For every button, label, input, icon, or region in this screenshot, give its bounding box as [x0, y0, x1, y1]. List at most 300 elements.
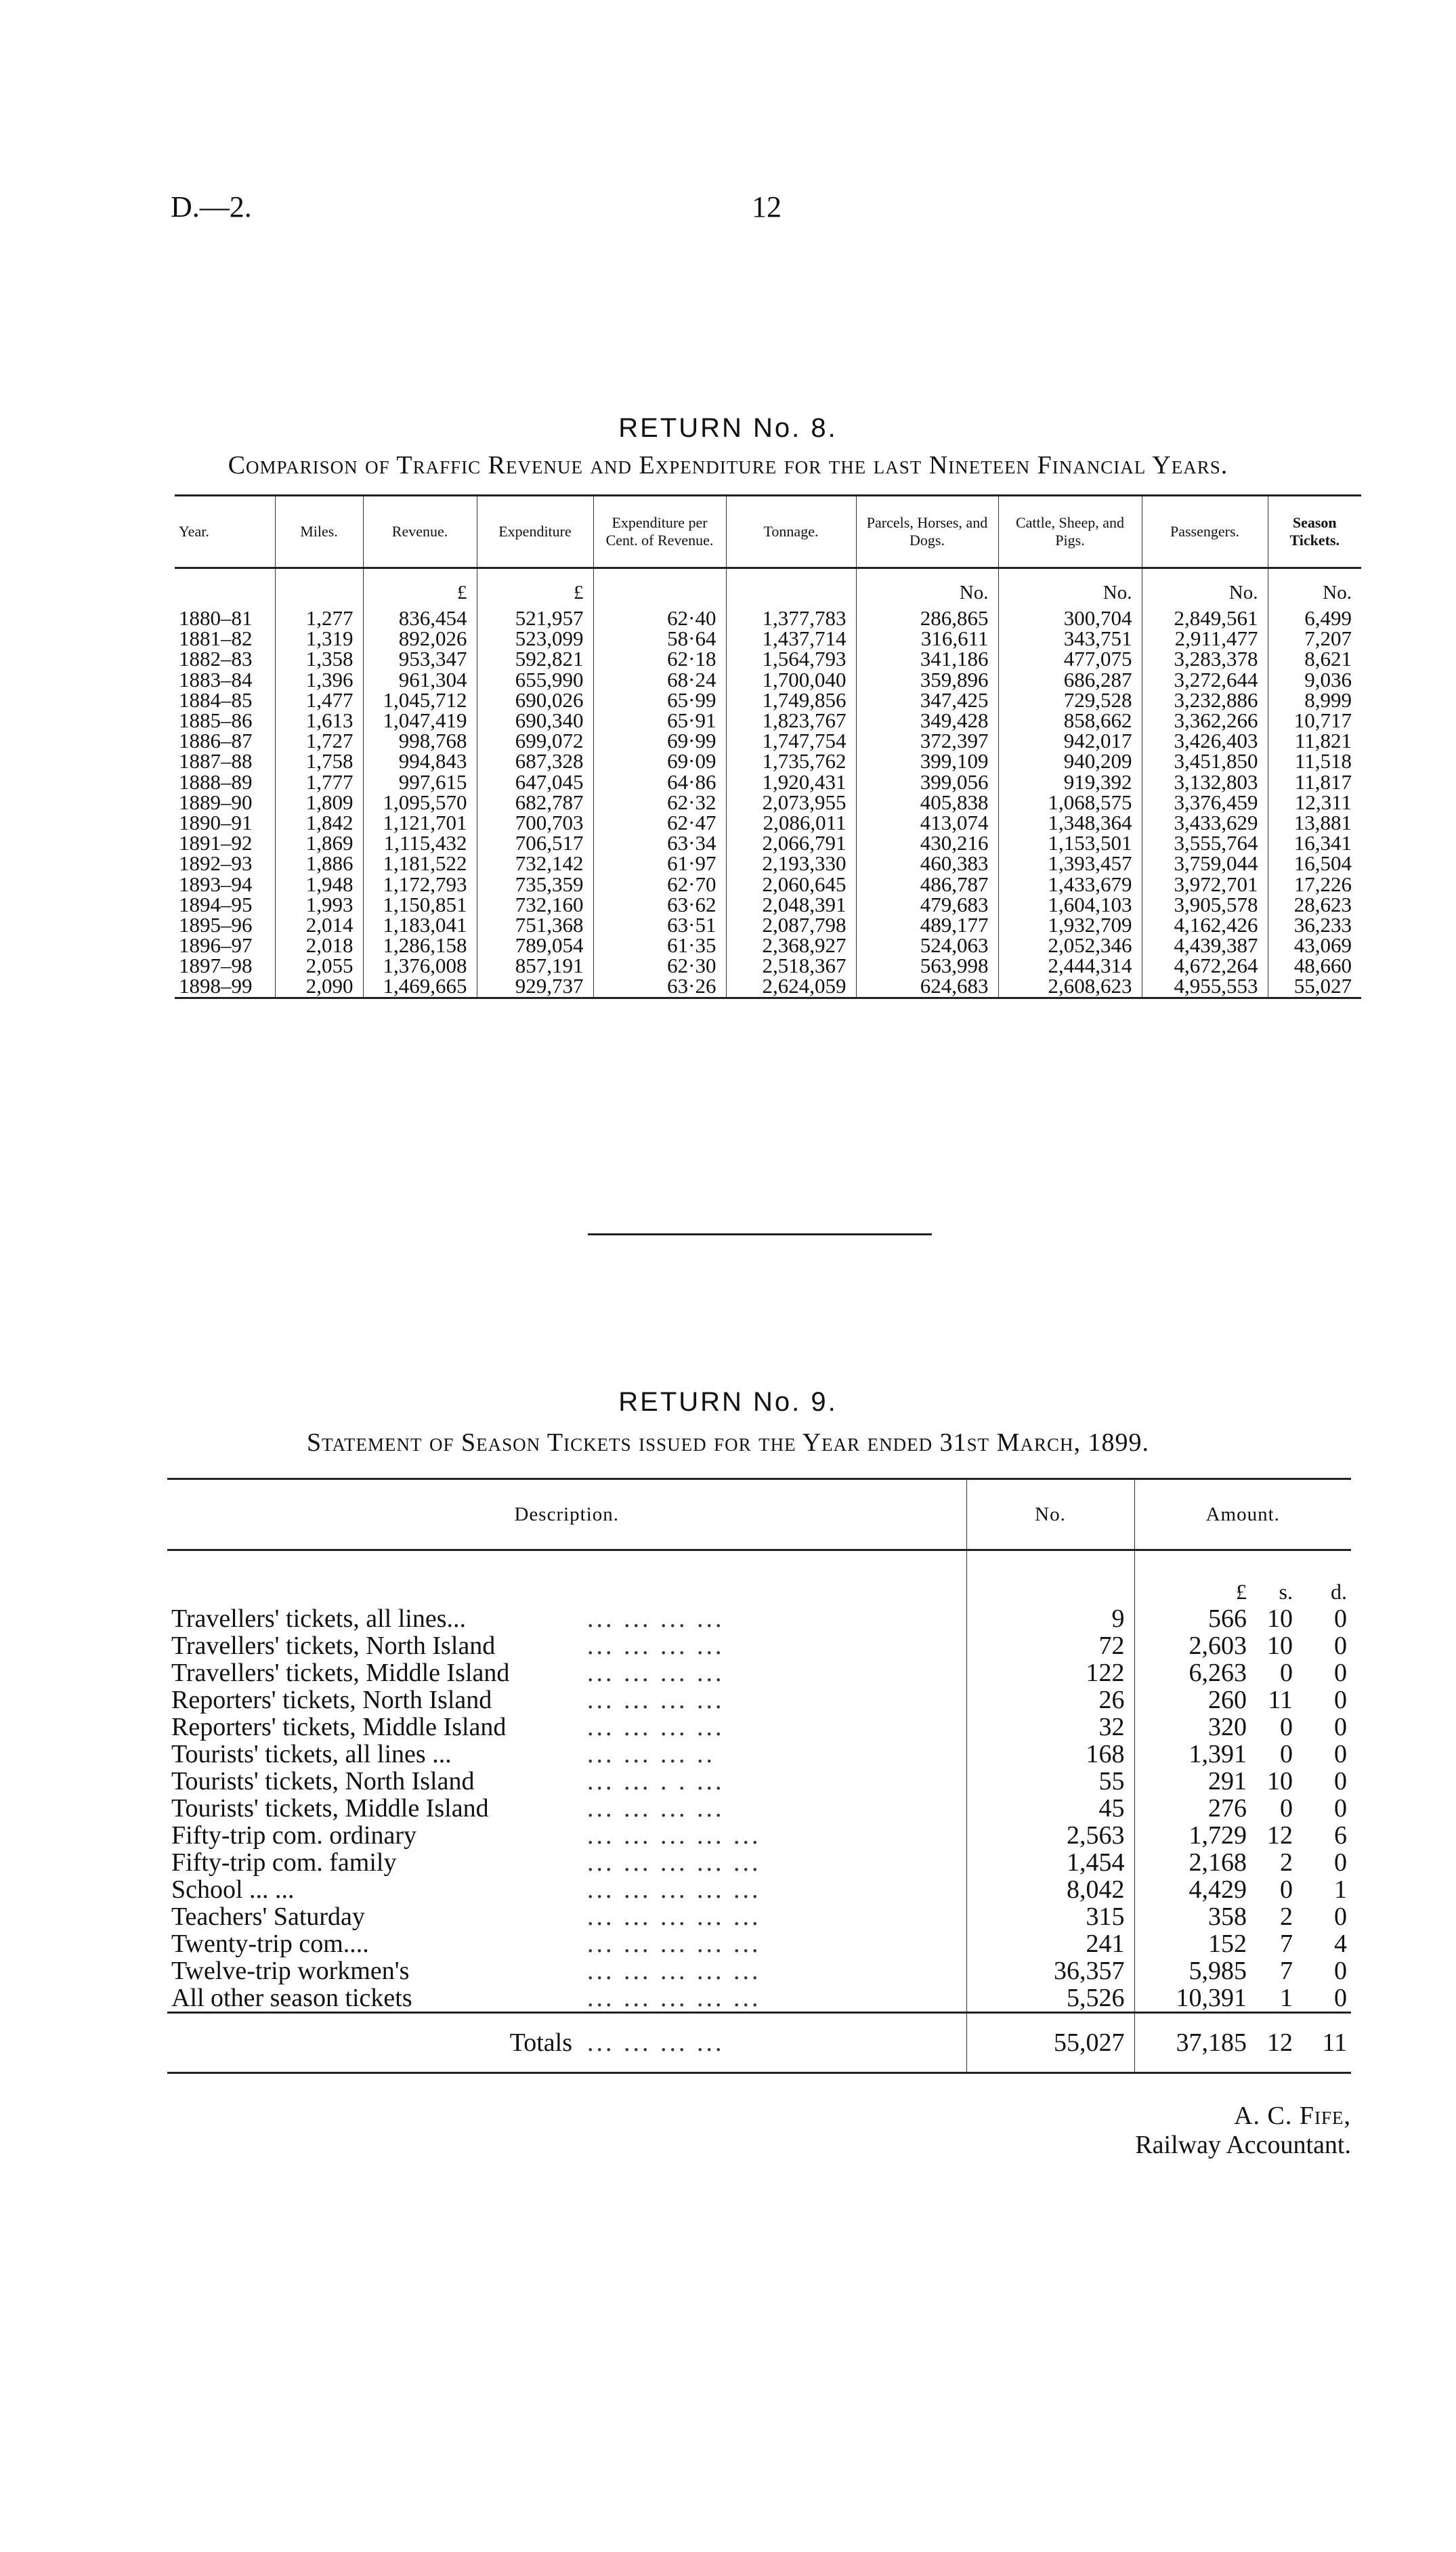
r8-cell: 69·99	[593, 731, 726, 751]
row-pence: 0	[1334, 1794, 1348, 1823]
r8-cell: 1889–90	[175, 792, 275, 813]
r8-cell: 1880–81	[175, 608, 275, 629]
r8-cell: 62·70	[593, 874, 726, 894]
row-pounds: 1,729	[1189, 1821, 1247, 1850]
r8-cell: 1,277	[275, 608, 363, 629]
row-description: Fifty-trip com. ordinary	[171, 1822, 416, 1849]
table-row	[175, 874, 1361, 894]
r8-cell: 10,717	[1293, 708, 1352, 733]
r8-cell: 405,838	[856, 792, 998, 813]
r8-cell: 732,160	[477, 895, 593, 915]
r8-cell: 62·32	[593, 792, 726, 813]
table-row	[175, 853, 1361, 874]
row-pence: 0	[1334, 1848, 1348, 1877]
totals-pounds: 37,185	[1134, 2013, 1249, 2073]
row-leader-dots: ... ... ... ... ...	[587, 1822, 966, 1849]
r8-cell: 2,608,623	[998, 976, 1142, 998]
table-row	[175, 813, 1361, 833]
table-row	[175, 629, 1361, 649]
table-row	[175, 710, 1361, 731]
row-pence: 0	[1334, 1902, 1348, 1931]
table-row	[175, 649, 1361, 669]
row-leader-dots: ... ... ... ... ...	[587, 1903, 966, 1930]
r8-cell: 1,727	[275, 731, 363, 751]
row-leader-dots: ... ... ... ... ...	[587, 1930, 966, 1957]
r8-cell: 1882–83	[175, 649, 275, 669]
row-shillings: 0	[1280, 1794, 1293, 1823]
row-description: Teachers' Saturday	[171, 1903, 365, 1930]
r8-cell: 1,153,501	[998, 833, 1142, 853]
r8-cell: 1,319	[275, 629, 363, 649]
table-row	[175, 772, 1361, 792]
r8-cell: 8,999	[1304, 687, 1352, 712]
table-row	[167, 1659, 1351, 1686]
table-row	[175, 670, 1361, 690]
return8-subtitle: Comparison of Traffic Revenue and Expenditure for the last Nineteen Financial Years.	[228, 451, 1228, 480]
row-number: 72	[966, 1632, 1134, 1659]
r8-cell: 399,056	[856, 772, 998, 792]
r8-cell: 1,869	[275, 833, 363, 853]
r8-cell: 65·91	[593, 710, 726, 731]
r8-cell: 994,843	[363, 751, 477, 771]
row-number: 26	[966, 1686, 1134, 1714]
signature-name: A. C. Fife,	[1234, 2102, 1351, 2130]
unit-pounds: £	[1236, 1579, 1247, 1604]
r8-cell: 1885–86	[175, 710, 275, 731]
r8-cell: 1,396	[275, 670, 363, 690]
r8-cell: 43,069	[1293, 933, 1352, 958]
unit-shillings: s.	[1279, 1579, 1293, 1604]
r8-cell: 8,621	[1304, 647, 1352, 671]
r8-cell: 62·40	[593, 608, 726, 629]
return9-header-row	[167, 1479, 1351, 1550]
table-row	[167, 1741, 1351, 1768]
r8-cell: 343,751	[998, 629, 1142, 649]
r8-cell: 1,777	[275, 772, 363, 792]
totals-label: Totals	[167, 2013, 587, 2073]
row-leader-dots: ... ... ... ...	[587, 1605, 966, 1632]
r8-cell: 7,207	[1304, 626, 1352, 651]
r8-cell: 3,362,266	[1142, 710, 1268, 731]
r8-cell: 1894–95	[175, 895, 275, 915]
row-pence: 0	[1334, 1686, 1348, 1714]
row-leader-dots: ... ... ... ...	[587, 1632, 966, 1659]
r8-cell: 3,283,378	[1142, 649, 1268, 669]
return9-title: RETURN No. 9.	[618, 1387, 838, 1417]
r8-cell: 2,624,059	[726, 976, 856, 998]
r8-cell: 1,613	[275, 710, 363, 731]
row-number: 36,357	[966, 1957, 1134, 1984]
table-row	[175, 608, 1361, 629]
row-pence: 0	[1334, 1984, 1348, 2012]
table-row	[167, 1822, 1351, 1849]
row-shillings: 10	[1267, 1632, 1293, 1660]
row-number: 55	[966, 1768, 1134, 1795]
r8-cell: 1883–84	[175, 670, 275, 690]
r8-cell: 479,683	[856, 895, 998, 915]
row-number: 241	[966, 1930, 1134, 1957]
row-description: Tourists' tickets, North Island	[171, 1768, 475, 1795]
r8-cell: 953,347	[363, 649, 477, 669]
r8-cell: 3,972,701	[1142, 874, 1268, 894]
r8-cell: 1,358	[275, 649, 363, 669]
r8-unit	[726, 568, 856, 603]
row-shillings: 10	[1267, 1604, 1293, 1633]
r8-cell: 2,066,791	[726, 833, 856, 853]
r8-cell: 1,181,522	[363, 853, 477, 874]
r8-cell: 2,018	[275, 935, 363, 956]
r8-cell: 1,121,701	[363, 813, 477, 833]
row-leader-dots: ... ... . . ...	[587, 1768, 966, 1795]
row-leader-dots: ... ... ... ... ...	[587, 1957, 966, 1984]
r8-cell: 1,749,856	[726, 690, 856, 710]
r8-cell: 1891–92	[175, 833, 275, 853]
r8-cell: 28,623	[1293, 892, 1352, 916]
row-pounds: 276	[1208, 1794, 1247, 1823]
r8-cell: 1,920,431	[726, 772, 856, 792]
r8-cell: 300,704	[998, 608, 1142, 629]
row-shillings: 7	[1280, 1930, 1293, 1958]
header-description: Description.	[167, 1479, 966, 1550]
r8-cell: 489,177	[856, 915, 998, 935]
r8-cell: 3,555,764	[1142, 833, 1268, 853]
r8-cell: 486,787	[856, 874, 998, 894]
page-ref: D.—2.	[171, 190, 252, 224]
totals-shillings: 12	[1249, 2013, 1297, 2073]
r8-cell: 3,451,850	[1142, 751, 1268, 771]
r8-cell: 1887–88	[175, 751, 275, 771]
r8-cell: 521,957	[477, 608, 593, 629]
header-no: No.	[966, 1479, 1134, 1550]
row-shillings: 7	[1280, 1957, 1293, 1985]
row-number: 315	[966, 1903, 1134, 1930]
row-shillings: 0	[1280, 1740, 1293, 1768]
row-pence: 4	[1334, 1930, 1348, 1958]
row-pence: 0	[1334, 1957, 1348, 1985]
r8-unit	[275, 568, 363, 603]
r8-cell: 2,048,391	[726, 895, 856, 915]
r8-cell: 706,517	[477, 833, 593, 853]
row-number: 122	[966, 1659, 1134, 1686]
row-shillings: 0	[1280, 1659, 1293, 1687]
return9-subtitle: Statement of Season Tickets issued for the Year ended 31st March, 1899.	[307, 1428, 1149, 1457]
r8-cell: 700,703	[477, 813, 593, 833]
r8-cell: 699,072	[477, 731, 593, 751]
r8-cell: 1,095,570	[363, 792, 477, 813]
table-row	[167, 1957, 1351, 1984]
row-description: School ... ...	[171, 1876, 295, 1903]
r8-cell: 2,086,011	[726, 813, 856, 833]
r8-cell: 1890–91	[175, 813, 275, 833]
r8-unit: No.	[856, 568, 998, 603]
r8-cell: 58·64	[593, 629, 726, 649]
table-row	[175, 690, 1361, 710]
row-shillings: 2	[1280, 1902, 1293, 1931]
r8-cell: 11,821	[1294, 729, 1352, 753]
r8-cell: 858,662	[998, 710, 1142, 731]
totals-row	[167, 2013, 1351, 2073]
table-row	[167, 1632, 1351, 1659]
row-pounds: 6,263	[1189, 1659, 1247, 1687]
row-number: 32	[966, 1714, 1134, 1741]
r8-cell: 1,348,364	[998, 813, 1142, 833]
table-row	[167, 1795, 1351, 1822]
r8-cell: 3,759,044	[1142, 853, 1268, 874]
r8-cell: 62·47	[593, 813, 726, 833]
row-description: Twenty-trip com....	[171, 1930, 369, 1957]
r8-col-header: Season Tickets.	[1268, 496, 1361, 568]
r8-cell: 563,998	[856, 956, 998, 976]
row-number: 1,454	[966, 1849, 1134, 1876]
r8-cell: 1,747,754	[726, 731, 856, 751]
row-pence: 0	[1334, 1713, 1348, 1741]
table-row	[167, 1849, 1351, 1876]
row-shillings: 11	[1268, 1686, 1293, 1714]
r8-cell: 3,272,644	[1142, 670, 1268, 690]
table-row	[175, 915, 1361, 935]
r8-cell: 647,045	[477, 772, 593, 792]
r8-cell: 413,074	[856, 813, 998, 833]
r8-cell: 1,564,793	[726, 649, 856, 669]
r8-cell: 1,993	[275, 895, 363, 915]
r8-cell: 3,433,629	[1142, 813, 1268, 833]
r8-cell: 1,045,712	[363, 690, 477, 710]
table-row	[167, 1686, 1351, 1714]
r8-unit	[593, 568, 726, 603]
r8-cell: 460,383	[856, 853, 998, 874]
row-pounds: 152	[1208, 1930, 1247, 1958]
r8-cell: 1892–93	[175, 853, 275, 874]
return8-table	[175, 494, 1361, 1000]
row-leader-dots: ... ... ... ... ...	[587, 1849, 966, 1876]
row-number: 5,526	[966, 1984, 1134, 2013]
r8-cell: 1,376,008	[363, 956, 477, 976]
unit-pence: d.	[1331, 1579, 1348, 1604]
r8-cell: 68·24	[593, 670, 726, 690]
row-pounds: 2,603	[1189, 1632, 1247, 1660]
row-pounds: 260	[1208, 1686, 1247, 1714]
r8-cell: 36,233	[1293, 912, 1352, 937]
r8-cell: 1896–97	[175, 935, 275, 956]
r8-unit: £	[363, 568, 477, 603]
r8-cell: 62·18	[593, 649, 726, 669]
r8-cell: 690,340	[477, 710, 593, 731]
r8-unit	[175, 568, 275, 603]
row-pence: 0	[1334, 1740, 1348, 1768]
row-shillings: 0	[1280, 1875, 1293, 1904]
r8-cell: 687,328	[477, 751, 593, 771]
r8-cell: 997,615	[363, 772, 477, 792]
r8-cell: 2,052,346	[998, 935, 1142, 956]
r8-cell: 16,504	[1293, 851, 1352, 876]
r8-unit: No.	[998, 568, 1142, 603]
r8-cell: 3,426,403	[1142, 731, 1268, 751]
row-pence: 0	[1334, 1659, 1348, 1687]
r8-cell: 62·30	[593, 956, 726, 976]
row-description: Tourists' tickets, all lines ...	[171, 1741, 452, 1768]
r8-cell: 430,216	[856, 833, 998, 853]
r8-cell: 961,304	[363, 670, 477, 690]
r8-cell: 751,368	[477, 915, 593, 935]
row-pence: 0	[1334, 1632, 1348, 1660]
r8-cell: 63·34	[593, 833, 726, 853]
r8-cell: 1,433,679	[998, 874, 1142, 894]
r8-cell: 2,087,798	[726, 915, 856, 935]
row-description: Travellers' tickets, all lines...	[171, 1605, 466, 1632]
r8-cell: 942,017	[998, 731, 1142, 751]
r8-unit: No.	[1142, 568, 1268, 603]
r8-unit: £	[477, 568, 593, 603]
r8-cell: 1884–85	[175, 690, 275, 710]
row-shillings: 1	[1280, 1984, 1293, 2012]
r8-cell: 1,735,762	[726, 751, 856, 771]
r8-cell: 682,787	[477, 792, 593, 813]
r8-cell: 286,865	[856, 608, 998, 629]
r8-cell: 64·86	[593, 772, 726, 792]
r8-cell: 1,068,575	[998, 792, 1142, 813]
row-leader-dots: ... ... ... ...	[587, 1714, 966, 1741]
r8-unit: No.	[1323, 582, 1352, 603]
r8-cell: 2,518,367	[726, 956, 856, 976]
r8-cell: 1,886	[275, 853, 363, 874]
r8-cell: 592,821	[477, 649, 593, 669]
row-pounds: 291	[1208, 1767, 1247, 1795]
r8-cell: 735,359	[477, 874, 593, 894]
r8-cell: 1,823,767	[726, 710, 856, 731]
r8-cell: 1,437,714	[726, 629, 856, 649]
r8-cell: 359,896	[856, 670, 998, 690]
r8-cell: 11,817	[1294, 769, 1352, 794]
r8-cell: 2,073,955	[726, 792, 856, 813]
r8-cell: 16,341	[1293, 831, 1352, 855]
r8-cell: 1,842	[275, 813, 363, 833]
row-number: 2,563	[966, 1822, 1134, 1849]
units-row	[167, 1550, 1351, 1606]
r8-cell: 6,499	[1304, 606, 1352, 631]
table-row	[175, 976, 1361, 998]
return8-title: RETURN No. 8.	[618, 413, 838, 443]
r8-cell: 1,286,158	[363, 935, 477, 956]
row-shillings: 2	[1280, 1848, 1293, 1877]
row-description: Reporters' tickets, North Island	[171, 1686, 492, 1714]
r8-cell: 4,672,264	[1142, 956, 1268, 976]
row-number: 8,042	[966, 1876, 1134, 1903]
r8-cell: 686,287	[998, 670, 1142, 690]
r8-cell: 63·26	[593, 976, 726, 998]
r8-cell: 3,376,459	[1142, 792, 1268, 813]
r8-cell: 65·99	[593, 690, 726, 710]
r8-cell: 919,392	[998, 772, 1142, 792]
r8-cell: 4,162,426	[1142, 915, 1268, 935]
row-description: Twelve-trip workmen's	[171, 1957, 410, 1984]
r8-cell: 477,075	[998, 649, 1142, 669]
row-number: 45	[966, 1795, 1134, 1822]
r8-cell: 399,109	[856, 751, 998, 771]
row-pounds: 566	[1208, 1604, 1247, 1633]
r8-cell: 655,990	[477, 670, 593, 690]
row-description: Tourists' tickets, Middle Island	[171, 1795, 489, 1822]
r8-cell: 940,209	[998, 751, 1142, 771]
row-shillings: 10	[1267, 1767, 1293, 1795]
totals-pence: 11	[1297, 2013, 1351, 2073]
r8-cell: 789,054	[477, 935, 593, 956]
table-row	[175, 792, 1361, 813]
table-row	[167, 1605, 1351, 1632]
r8-cell: 2,368,927	[726, 935, 856, 956]
r8-cell: 998,768	[363, 731, 477, 751]
row-leader-dots: ... ... ... ...	[587, 1659, 966, 1686]
r8-cell: 2,444,314	[998, 956, 1142, 976]
table-row	[167, 1714, 1351, 1741]
r8-cell: 372,397	[856, 731, 998, 751]
r8-cell: 69·09	[593, 751, 726, 771]
r8-col-header: Year.	[175, 496, 275, 568]
r8-cell: 9,036	[1304, 667, 1352, 692]
r8-cell: 836,454	[363, 608, 477, 629]
row-description: Travellers' tickets, North Island	[171, 1632, 496, 1659]
row-leader-dots: ... ... ... ..	[587, 1741, 966, 1768]
r8-cell: 2,193,330	[726, 853, 856, 874]
row-pounds: 5,985	[1189, 1957, 1247, 1985]
r8-cell: 892,026	[363, 629, 477, 649]
row-pounds: 2,168	[1189, 1848, 1247, 1877]
r8-cell: 857,191	[477, 956, 593, 976]
page-number: 12	[752, 190, 781, 224]
r8-cell: 11,518	[1294, 749, 1352, 773]
table-row	[167, 1984, 1351, 2013]
r8-cell: 1,183,041	[363, 915, 477, 935]
r8-cell: 17,226	[1293, 872, 1352, 896]
table-row	[175, 731, 1361, 751]
signature-title: Railway Accountant.	[1135, 2131, 1351, 2159]
r8-cell: 1,809	[275, 792, 363, 813]
r8-cell: 2,849,561	[1142, 608, 1268, 629]
r8-cell: 1893–94	[175, 874, 275, 894]
table-row	[167, 1768, 1351, 1795]
row-description: Fifty-trip com. family	[171, 1849, 397, 1876]
r8-col-header: Tonnage.	[726, 496, 856, 568]
return9-table	[167, 1478, 1351, 2074]
r8-cell: 1,948	[275, 874, 363, 894]
r8-cell: 12,311	[1294, 790, 1352, 814]
r8-cell: 624,683	[856, 976, 998, 998]
r8-cell: 341,186	[856, 649, 998, 669]
r8-cell: 729,528	[998, 690, 1142, 710]
row-pence: 0	[1334, 1767, 1348, 1795]
r8-col-header: Passengers.	[1142, 496, 1268, 568]
table-row	[167, 1876, 1351, 1903]
r8-cell: 63·62	[593, 895, 726, 915]
table-row	[175, 956, 1361, 976]
r8-cell: 1,932,709	[998, 915, 1142, 935]
r8-cell: 61·35	[593, 935, 726, 956]
r8-cell: 4,439,387	[1142, 935, 1268, 956]
row-leader-dots: ... ... ... ... ...	[587, 1876, 966, 1903]
r8-col-header: Revenue.	[363, 496, 477, 568]
table-row	[175, 895, 1361, 915]
row-leader-dots: ... ... ... ...	[587, 1795, 966, 1822]
row-pounds: 4,429	[1189, 1875, 1247, 1904]
r8-cell: 1886–87	[175, 731, 275, 751]
r8-cell: 1,047,419	[363, 710, 477, 731]
r8-cell: 929,737	[477, 976, 593, 998]
r8-cell: 1,150,851	[363, 895, 477, 915]
r8-cell: 3,132,803	[1142, 772, 1268, 792]
r8-cell: 523,099	[477, 629, 593, 649]
r8-cell: 2,014	[275, 915, 363, 935]
r8-cell: 2,090	[275, 976, 363, 998]
r8-cell: 1,758	[275, 751, 363, 771]
